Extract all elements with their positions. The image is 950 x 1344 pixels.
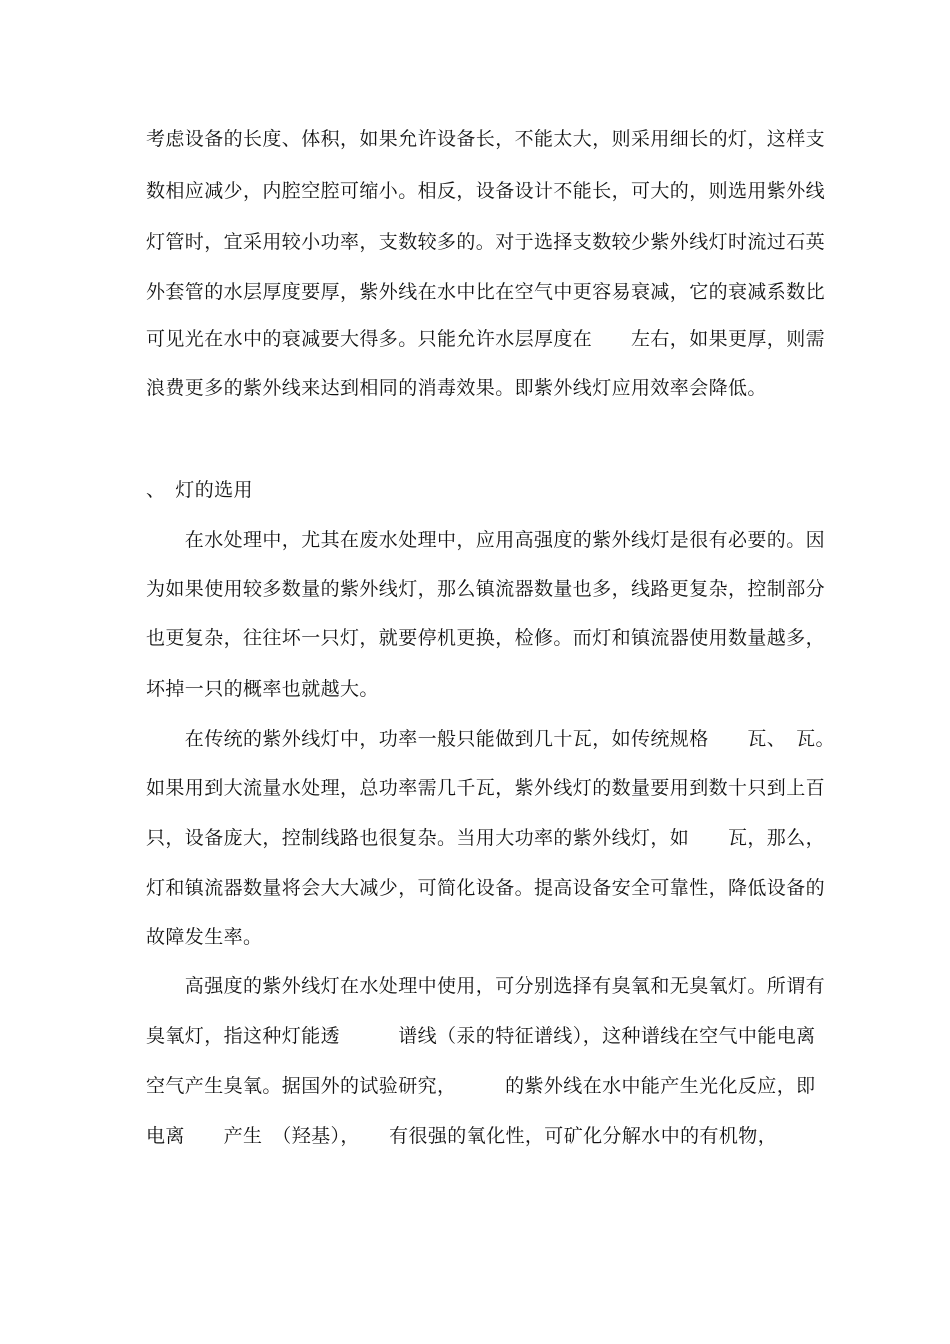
section-heading: 、 灯的选用	[146, 479, 253, 501]
text-line: 灯管时，宜采用较小功率，支数较多的。对于选择支数较少紫外线灯时流过石英	[146, 231, 826, 253]
text-line: 在水处理中，尤其在废水处理中，应用高强度的紫外线灯是很有必要的。因	[146, 529, 826, 551]
text-line: 也更复杂，往往坏一只灯，就要停机更换，检修。而灯和镇流器使用数量越多，	[146, 627, 826, 649]
text-line: 只，设备庞大，控制线路也很复杂。当用大功率的紫外线灯，如 瓦，那么，	[146, 827, 826, 849]
text-line: 在传统的紫外线灯中，功率一般只能做到几十瓦，如传统规格 瓦、 瓦。	[146, 728, 835, 750]
text-line: 浪费更多的紫外线来达到相同的消毒效果。即紫外线灯应用效率会降低。	[146, 377, 767, 399]
text-line: 高强度的紫外线灯在水处理中使用，可分别选择有臭氧和无臭氧灯。所谓有	[146, 975, 826, 997]
text-line: 坏掉一只的概率也就越大。	[146, 678, 379, 700]
text-line: 灯和镇流器数量将会大大减少，可简化设备。提高设备安全可靠性，降低设备的	[146, 877, 826, 899]
text-line: 数相应减少，内腔空腔可缩小。相反，设备设计不能长，可大的，则选用紫外线	[146, 180, 826, 202]
text-line: 臭氧灯，指这种灯能透 谱线（汞的特征谱线），这种谱线在空气中能电离	[146, 1025, 816, 1047]
text-line: 空气产生臭氧。据国外的试验研究， 的紫外线在水中能产生光化反应，即	[146, 1075, 816, 1097]
text-line: 电离 产生 （羟基）， 有很强的氧化性，可矿化分解水中的有机物，	[146, 1125, 778, 1147]
text-line: 故障发生率。	[146, 926, 263, 948]
text-line: 可见光在水中的衰减要大得多。只能允许水层厚度在 左右，如果更厚，则需	[146, 328, 826, 350]
text-line: 考虑设备的长度、体积，如果允许设备长，不能太大，则采用细长的灯，这样支	[146, 128, 826, 150]
text-line: 为如果使用较多数量的紫外线灯，那么镇流器数量也多，线路更复杂，控制部分	[146, 578, 826, 600]
text-line: 如果用到大流量水处理，总功率需几千瓦，紫外线灯的数量要用到数十只到上百	[146, 777, 826, 799]
text-line: 外套管的水层厚度要厚，紫外线在水中比在空气中更容易衰减，它的衰减系数比	[146, 281, 826, 303]
